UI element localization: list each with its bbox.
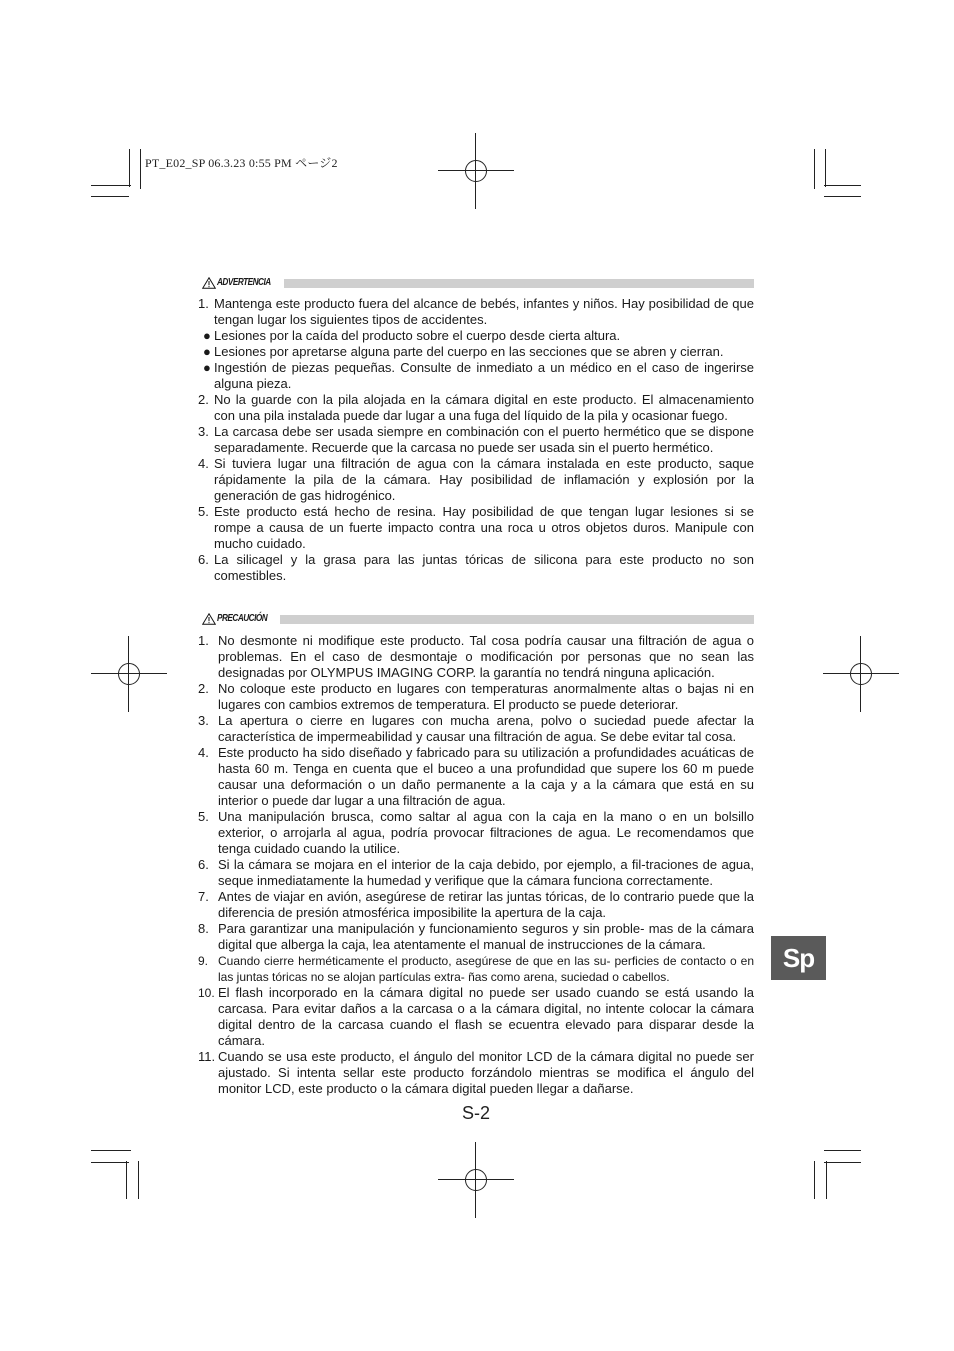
list-item: 4. Este producto ha sido diseñado y fabricado para su utilización a profundidades acuáticas de hasta 60 m. Tenga en cuenta que el buceo a una profundidad que supere los 60 m puede causar una deformación o un daño permanente a la caja y a la cámara que está en su interior o puede dar lugar a una filtración de agua. [198,745,754,808]
bullet-item: ● Ingestión de piezas pequeñas. Consulte de inmediato a un médico en el caso de ingerirse alguna pieza. [203,360,754,391]
list-item: 11. Cuando se usa este producto, el ángulo del monitor LCD de la cámara digital no puede ser ajustado. Si intenta sellar este producto forzándolo mientras se modifica el ángulo del monitor LCD, este producto o la cámara digital pueden llegar a dañarse. [198,1049,754,1096]
crop-mark [129,149,130,187]
bullet-item: ● Lesiones por la caída del producto sobre el cuerpo desde cierta altura. [203,328,621,343]
crop-mark [824,1162,861,1163]
list-item: 5. Este producto está hecho de resina. Hay posibilidad de que tengan lugar lesiones si se rompe a causa de un fuerte impacto contra una roca u otros objetos duros. Manipule con mucho cuidado. [198,504,754,551]
print-header-stamp: PT_E02_SP 06.3.23 0:55 PM ページ2 [145,156,338,170]
list-item: 7. Antes de viajar en avión, asegúrese de retirar las juntas tóricas, de lo contrario puede que la diferencia de presión atmosférica imposibilite la apertura de la caja. [198,889,754,920]
list-item: 9. Cuando cierre herméticamente el producto, asegúrese de que en las su- perficies de contacto o en las juntas tóricas no se alojan partículas extra- ñas como arena, suciedad o cabellos. [198,954,754,984]
advertencia-list-cont [198,392,754,584]
list-item: 5. Una manipulación brusca, como saltar al agua con la caja en la mano o en un bolsillo exterior, o arrojarla al agua, podría provocar filtraciones de agua. Le recomendamos que tenga cuidado cuando la utilice. [198,809,754,856]
registration-mark-top [438,133,514,209]
list-item: 4. Si tuviera lugar una filtración de agua con la cámara instalada en este producto, saque rápidamente la pila de la cámara. Hay posibilidad de inflamación y explosión por la generación de gas hidrogénico. [198,456,754,503]
advertencia-header [198,276,754,290]
crop-mark [91,196,129,197]
crop-mark [814,149,815,189]
precaucion-label: PRECAUCIÓN [217,613,268,624]
list-item: 3. La carcasa debe ser usada siempre en combinación con el puerto hermético que se dispone separadamente. Recuerde que la carcasa no puede ser usada sin el puerto hermético. [198,424,754,455]
warning-triangle-icon [202,613,216,625]
list-item: 1. Mantenga este producto fuera del alcance de bebés, infantes y niños. Hay posibilidad de que tengan lugar los siguientes tipos de accidentes. [198,296,754,327]
crop-mark [824,185,861,186]
list-item: 2. No coloque este producto en lugares con temperaturas anormalmente altas o bajas ni en lugares con cambios extremos de temperatura. El producto se puede deteriorar. [198,681,754,712]
language-tab: Sp [771,936,826,980]
crop-mark [138,1161,139,1199]
crop-mark [824,1150,861,1151]
precaucion-list [198,633,754,1097]
crop-mark [814,1161,815,1199]
warning-triangle-icon [202,277,216,289]
list-item: 6. Si la cámara se mojara en el interior de la caja debido, por ejemplo, a fil-traciones de agua, seque inmediatamente la humedad y verifique que la cámara funciona correctamente. [198,857,754,888]
crop-mark [91,185,131,186]
advertencia-label: ADVERTENCIA [217,277,271,288]
section-divider-bar [284,279,754,288]
crop-mark [91,1162,129,1163]
list-item: 2. No la guarde con la pila alojada en la cámara digital en este producto. El almacenamiento con una pila instalada puede dar lugar a una fuga del líquido de la pila y ocasionar fuego. [198,392,754,423]
bullet-item: ● Lesiones por apretarse alguna parte del cuerpo en las secciones que se abren y cierran. [203,344,724,359]
crop-mark [826,1161,827,1199]
precaucion-section [198,612,754,1097]
advertencia-section [198,276,754,584]
registration-mark-right [823,636,899,712]
page-number: S-2 [462,1103,491,1123]
list-item: 6. La silicagel y la grasa para las juntas tóricas de silicona para este producto no son comestibles. [198,552,754,583]
crop-mark [91,1150,131,1151]
list-item: 1. No desmonte ni modifique este producto. Tal cosa podría causar una filtración de agua o problemas. En el caso de desmontaje o modificación por personas que no sean las designadas por OLYMPUS IMAGING CORP. la garantía no tendrá ninguna aplicación. [198,633,754,680]
section-divider-bar [280,615,754,624]
advertencia-list [198,296,754,328]
crop-mark [824,196,861,197]
list-item: 8. Para garantizar una manipulación y funcionamiento seguros y sin proble- mas de la cámara digital que alberga la caja, lea atentamente el manual de instrucciones de la cámara. [198,921,754,952]
crop-mark [825,149,826,187]
crop-mark [126,1161,127,1199]
list-item: 10. El flash incorporado en la cámara digital no puede ser usado cuando se está usando la carcasa. Para evitar daños a la carcasa o a la cámara digital, no intente colocar la cámara digital dentro de la carcasa cuando el flash se ecuentra elevado para disparar desde la cámara. [198,985,754,1048]
precaucion-header [198,612,754,626]
list-item: 3. La apertura o cierre en lugares con mucha arena, polvo o suciedad puede afectar la característica de impermeabilidad y causar una filtración de agua. Se debe evitar tal cosa. [198,713,754,744]
registration-mark-bottom [438,1142,514,1218]
crop-mark [140,149,141,189]
registration-mark-left [91,636,167,712]
